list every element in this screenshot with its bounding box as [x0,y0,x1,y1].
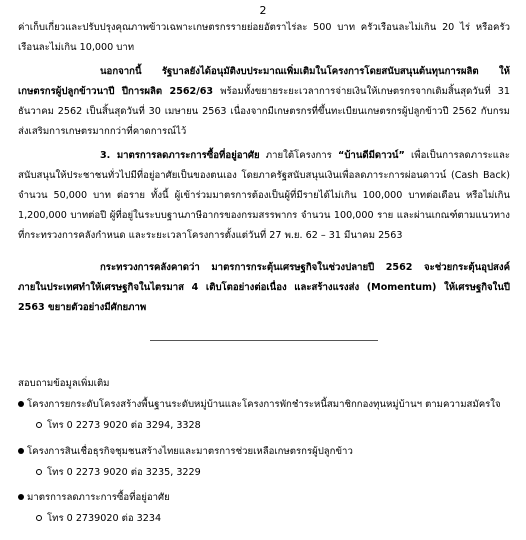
contact-item-housing [18,490,170,506]
contact-phone: โทร 0 2273 9020 ต่อ 3235, 3229 [47,467,201,478]
contact-item-label: มาตรการลดภาระการซื้อที่อยู่อาศัย [27,492,170,503]
housing-program-name: “บ้านดีมีดาวน์” [338,150,405,161]
contact-phone-rice [36,465,201,481]
contact-phone: โทร 0 2739020 ต่อ 3234 [47,513,162,524]
contact-item-label: โครงการยกระดับโครงสร้างพื้นฐานระดับหมู่บ้านและโครงการพักชำระหนี้สมาชิกกองทุนหมู่บ้านฯ ตามความสมัครใจ [27,399,501,410]
paragraph-conclusion: กระทรวงการคลังคาดว่า มาตรการกระตุ้นเศรษฐกิจในช่วงปลายปี 2562 จะช่วยกระตุ้นอุปสงค์ภายในประเทศทำให้เศรษฐกิจในไตรมาส 4 เติบโตอย่างต่อเนื่อง และสร้างแรงส่ง (Momentum) ให้เศรษฐกิจในปี 2563 ขยายตัวอย่างมีศักยภาพ [18,262,510,313]
contact-heading: สอบถามข้อมูลเพิ่มเติม [18,378,110,389]
contact-phone-village [36,418,201,434]
paragraph-harvest-support: ค่าเก็บเกี่ยวและปรับปรุงคุณภาพข้าวเฉพาะเกษตรกรรายย่อยอัตราไร่ละ 500 บาท ครัวเรือนละไม่เกิน 20 ไร่ หรือครัวเรือนละไม่เกิน 10,000 บาท [18,22,510,53]
housing-text-a: ภายใต้โครงการ [259,150,339,161]
circle-bullet-icon [36,515,42,521]
separator-line [150,340,378,341]
paragraph-rice-body: พร้อมทั้งขยายระยะเวลาการจ่ายเงินให้เกษตรกรจากเดิมสิ้นสุดวันที่ 31 ธันวาคม 2562 เป็นสิ้นสุดวันที่ 30 เมษายน 2563 เนื่องจากมีเกษตรกรที่ขึ้นทะเบียนเกษตรกรผู้ปลูกข้าวปี 2562 กับกรมส่งเสริมการเกษตรมากกว่าที่คาดการณ์ไว้ [18,86,510,137]
paragraph-housing-measure [18,146,510,246]
circle-bullet-icon [36,469,42,475]
paragraph-rice-highlight: นอกจากนี้ รัฐบาลยังได้อนุมัติงบประมาณเพิ่มเติมในโครงการโดยสนับสนุนต้นทุนการผลิต ให้เกษตรกรผู้ปลูกข้าวนาปี ปีการผลิต 2562/63 [18,66,510,97]
page-number: 2 [259,4,267,17]
housing-text-b: เพื่อเป็นการลดภาระและสนับสนุนให้ประชาชนทั่วไปมีที่อยู่อาศัยเป็นของตนเอง โดยภาครัฐสนับสนุนเงินเพื่อลดภาระการผ่อนดาวน์ (Cash Back) จำนวน 50,000 บาท ต่อราย ทั้งนี้ ผู้เข้าร่วมมาตรการต้องเป็นผู้ที่มีรายได้ไม่เกิน 100,000 บาทต่อเดือน หรือไม่เกิน 1,200,000 บาทต่อปี ผู้ที่อยู่ในระบบฐานภาษีอากรของกรมสรรพากร จำนวน 100,000 ราย และผ่านเกณฑ์ตามแนวทางที่กระทรวงการคลังกำหนด และระยะเวลาโครงการตั้งแต่วันที่ 27 พ.ย. 62 – 31 มีนาคม 2563 [18,150,510,241]
contact-phone: โทร 0 2273 9020 ต่อ 3294, 3328 [47,420,201,431]
bullet-icon [18,401,24,407]
bullet-icon [18,494,24,500]
contact-item-village [18,397,501,413]
circle-bullet-icon [36,422,42,428]
contact-item-label: โครงการสินเชื่อธุรกิจชุมชนสร้างไทยและมาตรการช่วยเหลือเกษตรกรผู้ปลูกข้าว [27,446,353,457]
housing-heading: 3. มาตรการลดภาระการซื้อที่อยู่อาศัย [100,150,260,161]
paragraph-rice-cost-support [18,62,510,142]
contact-phone-housing [36,511,161,527]
bullet-icon [18,448,24,454]
contact-item-rice [18,444,353,460]
